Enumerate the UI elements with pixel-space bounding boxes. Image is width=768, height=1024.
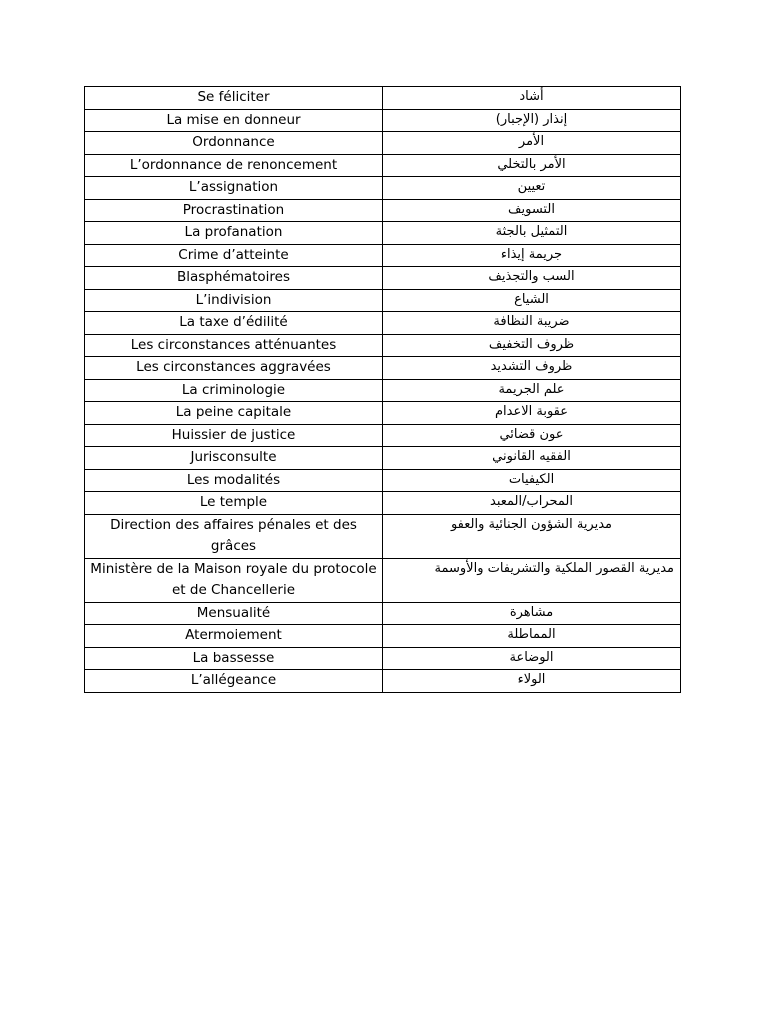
arabic-term: السب والتجذيف — [383, 267, 681, 290]
table-row — [85, 312, 681, 335]
table-row — [85, 177, 681, 200]
arabic-term: الأمر بالتخلي — [383, 154, 681, 177]
arabic-term: المماطلة — [383, 625, 681, 648]
arabic-term: الأمر — [383, 132, 681, 155]
table-row — [85, 132, 681, 155]
french-term: Mensualité — [85, 602, 383, 625]
french-term: L’assignation — [85, 177, 383, 200]
french-term: Les modalités — [85, 469, 383, 492]
french-term: La peine capitale — [85, 402, 383, 425]
arabic-term: المحراب/المعبد — [383, 492, 681, 515]
arabic-term: الكيفيات — [383, 469, 681, 492]
arabic-term: التمثيل بالجثة — [383, 222, 681, 245]
french-term: Jurisconsulte — [85, 447, 383, 470]
table-row — [85, 469, 681, 492]
table-row — [85, 109, 681, 132]
french-term: Se féliciter — [85, 87, 383, 110]
french-term: Les circonstances aggravées — [85, 357, 383, 380]
arabic-term: أشاد — [383, 87, 681, 110]
french-term: La taxe d’édilité — [85, 312, 383, 335]
table-row — [85, 334, 681, 357]
arabic-term: جريمة إيذاء — [383, 244, 681, 267]
french-term: Atermoiement — [85, 625, 383, 648]
table-row — [85, 267, 681, 290]
arabic-term: تعيين — [383, 177, 681, 200]
table-row — [85, 647, 681, 670]
french-term: Direction des affaires pénales et des grâces — [85, 514, 383, 558]
table-row — [85, 222, 681, 245]
french-term: L’ordonnance de renoncement — [85, 154, 383, 177]
table-row — [85, 602, 681, 625]
french-term: Ordonnance — [85, 132, 383, 155]
arabic-term: ضريبة النظافة — [383, 312, 681, 335]
french-term: Procrastination — [85, 199, 383, 222]
arabic-term: إنذار (الإجبار) — [383, 109, 681, 132]
table-row — [85, 289, 681, 312]
arabic-term: الشياع — [383, 289, 681, 312]
arabic-term: التسويف — [383, 199, 681, 222]
french-term: La mise en donneur — [85, 109, 383, 132]
table-row — [85, 199, 681, 222]
arabic-term: عقوبة الاعدام — [383, 402, 681, 425]
arabic-term: مديرية الشؤون الجنائية والعفو — [383, 514, 681, 558]
table-row — [85, 402, 681, 425]
table-row — [85, 514, 681, 558]
table-row — [85, 357, 681, 380]
french-term: Les circonstances atténuantes — [85, 334, 383, 357]
french-term: Le temple — [85, 492, 383, 515]
arabic-term: مشاهرة — [383, 602, 681, 625]
table-row — [85, 379, 681, 402]
arabic-term: عون قضائي — [383, 424, 681, 447]
table-row — [85, 424, 681, 447]
arabic-term: الوضاعة — [383, 647, 681, 670]
table-row — [85, 492, 681, 515]
arabic-term: ظروف التخفيف — [383, 334, 681, 357]
french-term: La criminologie — [85, 379, 383, 402]
french-term: Ministère de la Maison royale du protocole et de Chancellerie — [85, 558, 383, 602]
arabic-term: الفقيه القانوني — [383, 447, 681, 470]
table-row — [85, 447, 681, 470]
arabic-term: مديرية القصور الملكية والتشريفات والأوسمة — [383, 558, 681, 602]
arabic-term: الولاء — [383, 670, 681, 693]
table-row — [85, 558, 681, 602]
arabic-term: علم الجريمة — [383, 379, 681, 402]
table-row — [85, 625, 681, 648]
glossary-table-body — [85, 87, 681, 693]
table-row — [85, 87, 681, 110]
french-term: L’allégeance — [85, 670, 383, 693]
table-row — [85, 244, 681, 267]
arabic-term: ظروف التشديد — [383, 357, 681, 380]
french-term: Crime d’atteinte — [85, 244, 383, 267]
glossary-table — [84, 86, 681, 693]
table-row — [85, 670, 681, 693]
french-term: Huissier de justice — [85, 424, 383, 447]
french-term: L’indivision — [85, 289, 383, 312]
french-term: Blasphématoires — [85, 267, 383, 290]
table-row — [85, 154, 681, 177]
french-term: La bassesse — [85, 647, 383, 670]
french-term: La profanation — [85, 222, 383, 245]
